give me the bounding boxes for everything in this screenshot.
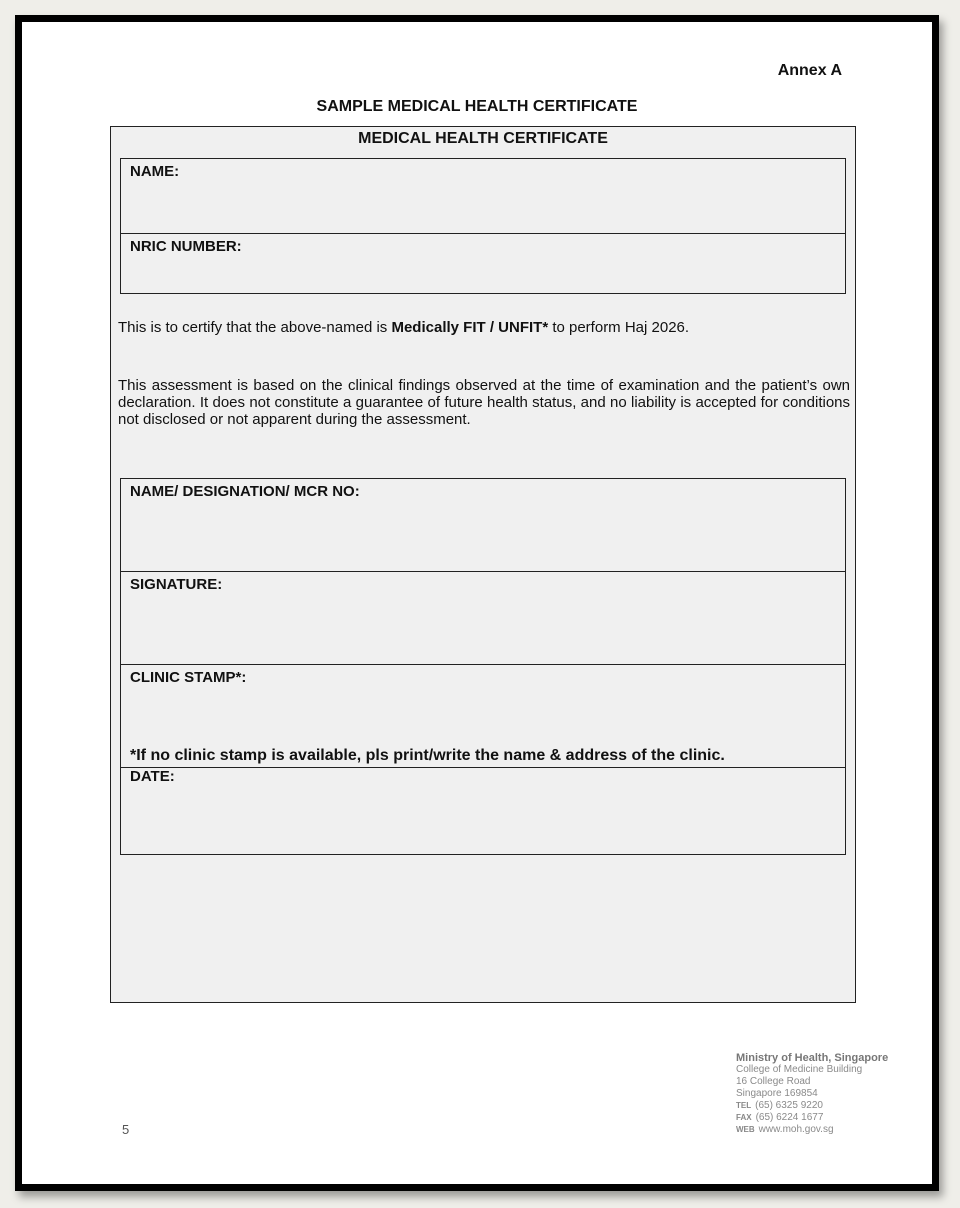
name-label: NAME: <box>130 163 180 180</box>
fax-label: FAX <box>736 1113 752 1122</box>
moh-address-line: 16 College Road <box>736 1076 811 1087</box>
name-field[interactable] <box>121 159 845 234</box>
clinic-stamp-note: *If no clinic stamp is available, pls print/write the name & address of the clinic. <box>130 747 725 764</box>
clinic-stamp-field[interactable] <box>121 665 845 768</box>
web-label: WEB <box>736 1125 755 1134</box>
doctor-designation-label: NAME/ DESIGNATION/ MCR NO: <box>130 483 360 500</box>
patient-info-box <box>120 158 846 294</box>
moh-web <box>736 1124 888 1136</box>
doctor-designation-field[interactable] <box>121 479 845 572</box>
doctor-info-box <box>120 478 846 855</box>
certificate-title: MEDICAL HEALTH CERTIFICATE <box>358 130 608 147</box>
moh-address-line: College of Medicine Building <box>736 1064 863 1075</box>
tel-label: TEL <box>736 1101 752 1110</box>
fitness-statement-tail: to perform Haj 2026. <box>548 319 690 336</box>
fax-value: (65) 6224 1677 <box>755 1112 824 1123</box>
page-number: 5 <box>122 1122 130 1137</box>
web-value[interactable]: www.moh.gov.sg <box>758 1124 834 1135</box>
assessment-disclaimer: This assessment is based on the clinical findings observed at the time of examination and the patient’s own declaration. It does not constitute a guarantee of future health status, and no liability is accepted for conditions not disclosed or not apparent during the assessment. <box>118 377 850 428</box>
fitness-statement <box>118 319 850 336</box>
nric-label: NRIC NUMBER: <box>130 238 242 255</box>
signature-label: SIGNATURE: <box>130 576 223 593</box>
certificate-form <box>110 126 856 1003</box>
moh-fax <box>736 1112 888 1124</box>
moh-org-name: Ministry of Health, Singapore <box>736 1052 889 1064</box>
nric-field[interactable] <box>121 234 845 293</box>
moh-tel <box>736 1100 888 1112</box>
fitness-statement-text: This is to certify that the above-named is <box>118 319 392 336</box>
clinic-stamp-label: CLINIC STAMP*: <box>130 669 247 686</box>
document-page <box>15 15 939 1191</box>
date-label: DATE: <box>130 768 175 785</box>
annex-label: Annex A <box>777 62 842 79</box>
signature-field[interactable] <box>121 572 845 665</box>
date-field[interactable] <box>121 768 845 854</box>
document-title: SAMPLE MEDICAL HEALTH CERTIFICATE <box>316 98 638 115</box>
tel-value: (65) 6325 9220 <box>755 1100 823 1111</box>
fitness-status: Medically FIT / UNFIT* <box>391 319 549 336</box>
moh-address-block <box>736 1052 888 1136</box>
moh-address-line: Singapore 169854 <box>736 1088 818 1099</box>
